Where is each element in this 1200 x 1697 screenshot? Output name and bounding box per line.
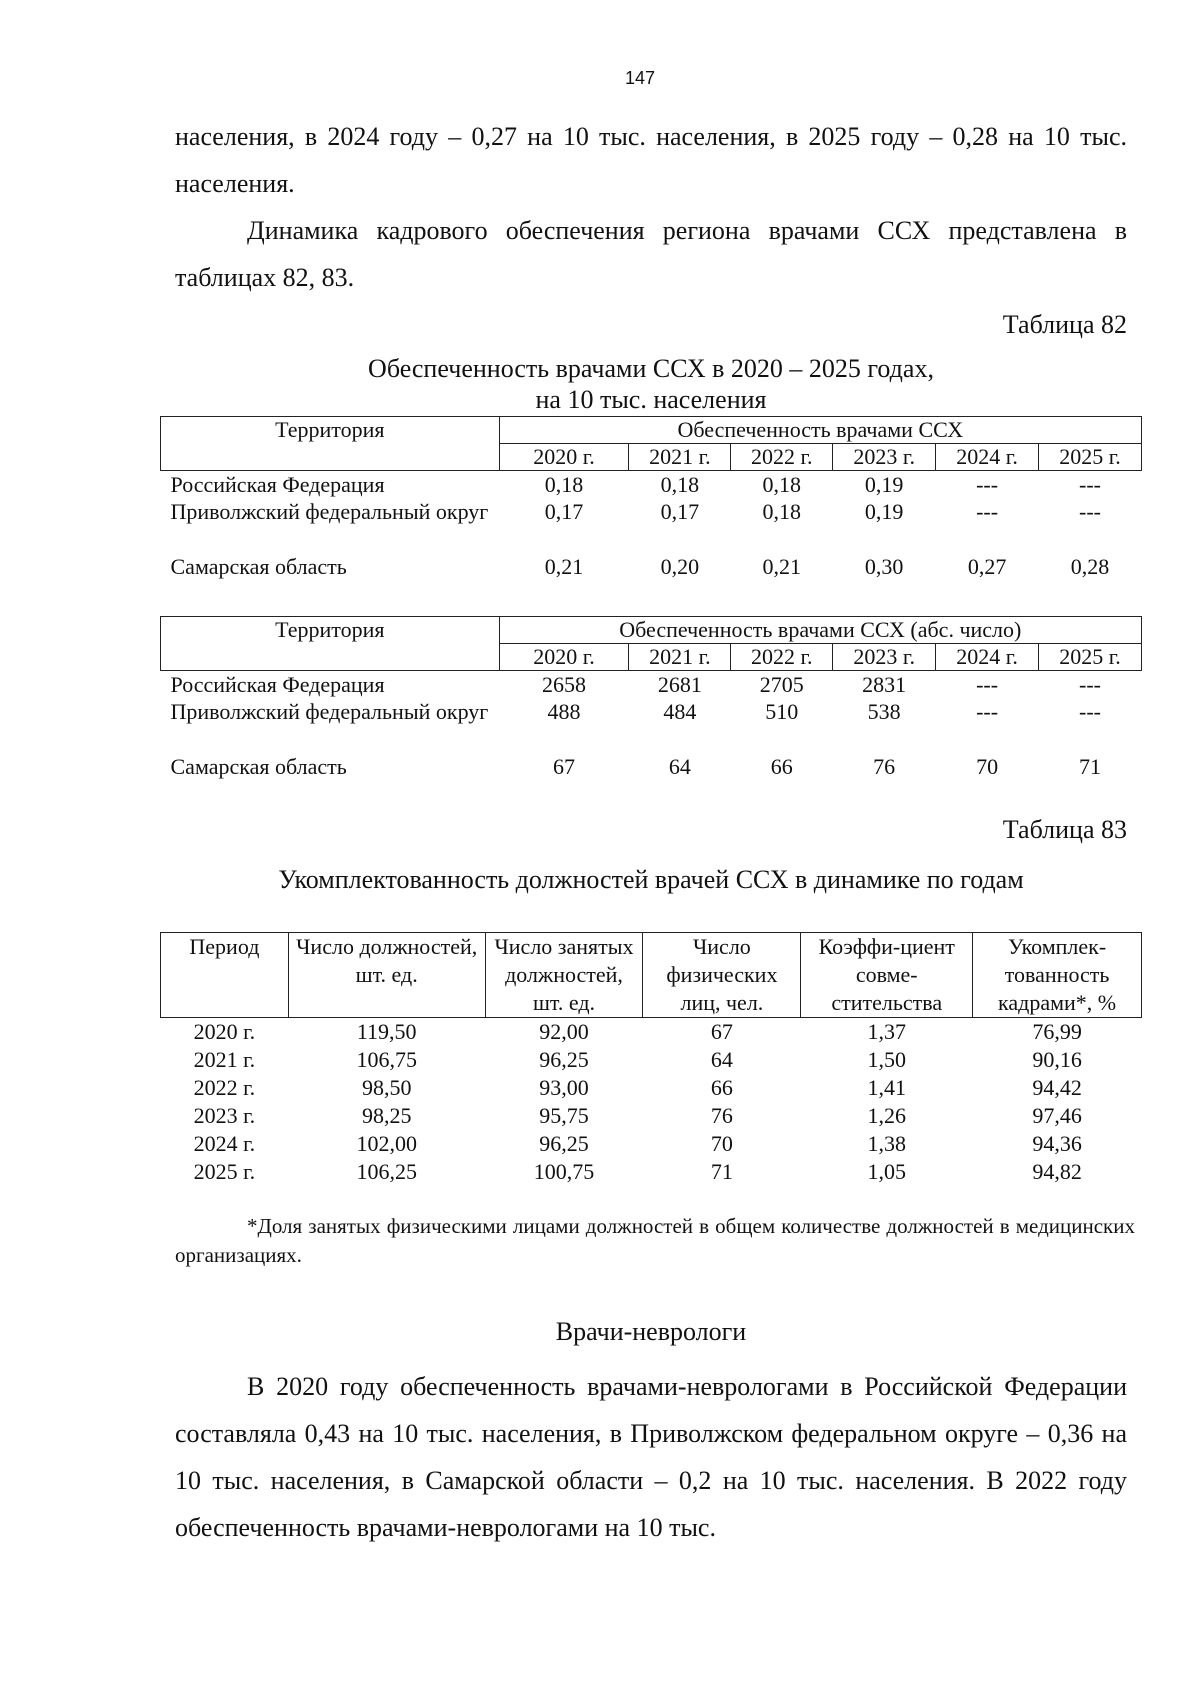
value-cell: --- bbox=[976, 672, 999, 697]
year-header: 2024 г. bbox=[936, 444, 1039, 471]
table-cell: 98,25 bbox=[361, 1103, 412, 1128]
table-cell: 66 bbox=[710, 1075, 733, 1100]
table-83-footnote: *Доля занятых физическими лицами должностей в общем количестве должностей в медицинских организациях. bbox=[175, 1214, 1135, 1267]
table-cell: 71 bbox=[710, 1159, 733, 1184]
paragraph-2: Динамика кадрового обеспечения региона врачами ССХ представлена в таблицах 82, 83. bbox=[175, 216, 1127, 292]
table-cell: 2020 г. bbox=[193, 1019, 256, 1044]
value-cell: 2831 bbox=[862, 672, 907, 697]
table-row bbox=[161, 553, 1142, 580]
value-cell: 0,18 bbox=[762, 472, 802, 497]
table-cell: 64 bbox=[710, 1047, 733, 1072]
paragraph-1: населения, в 2024 году – 0,27 на 10 тыс. населения, в 2025 году – 0,28 на 10 тыс. населения. bbox=[175, 122, 1127, 198]
year-header: 2022 г. bbox=[731, 444, 833, 471]
value-cell: 2705 bbox=[759, 672, 804, 697]
table-cell: 94,82 bbox=[1032, 1159, 1082, 1184]
table-cell: 76,99 bbox=[1032, 1019, 1082, 1044]
table-row bbox=[161, 1102, 1142, 1130]
page-number: 147 bbox=[624, 68, 656, 88]
year-header: 2023 г. bbox=[833, 444, 936, 471]
column-header: Число должностей, шт. ед. bbox=[288, 933, 485, 1018]
year-header: 2021 г. bbox=[629, 444, 731, 471]
value-cell: --- bbox=[976, 499, 999, 524]
table-cell: 2024 г. bbox=[193, 1131, 256, 1156]
table-cell: 2025 г. bbox=[193, 1159, 256, 1184]
territory-cell: Самарская область bbox=[170, 554, 347, 579]
value-cell: 64 bbox=[668, 754, 691, 779]
value-cell: --- bbox=[976, 472, 999, 497]
value-cell: 0,18 bbox=[762, 499, 802, 524]
year-header: 2023 г. bbox=[833, 644, 936, 671]
value-cell: 0,19 bbox=[864, 472, 904, 497]
year-header: 2025 г. bbox=[1039, 644, 1142, 671]
table-row bbox=[161, 671, 1142, 699]
column-header: Коэффи-циент совме-стительства bbox=[801, 933, 973, 1018]
table-cell: 92,00 bbox=[539, 1019, 589, 1044]
value-cell: 76 bbox=[873, 754, 896, 779]
value-cell: 66 bbox=[770, 754, 793, 779]
table-83 bbox=[160, 932, 1142, 1186]
table-82-part-1 bbox=[160, 416, 1142, 580]
value-cell: 0,21 bbox=[544, 554, 584, 579]
table-row bbox=[161, 1018, 1142, 1047]
value-cell: 484 bbox=[663, 699, 697, 724]
territory-cell: Самарская область bbox=[170, 754, 347, 779]
table-cell: 106,25 bbox=[356, 1159, 417, 1184]
year-header: 2020 г. bbox=[499, 644, 629, 671]
column-header: Период bbox=[161, 933, 289, 1018]
table-row bbox=[161, 698, 1142, 753]
value-cell: 2681 bbox=[657, 672, 702, 697]
value-cell: 2658 bbox=[542, 672, 587, 697]
value-cell: 67 bbox=[553, 754, 576, 779]
table-cell: 1,41 bbox=[867, 1075, 906, 1100]
territory-cell: Российская Федерация bbox=[170, 472, 385, 497]
table-cell: 100,75 bbox=[533, 1159, 595, 1184]
table-82-label: Таблица 82 bbox=[1002, 310, 1127, 339]
year-header: 2021 г. bbox=[629, 644, 731, 671]
value-cell: --- bbox=[1079, 472, 1101, 497]
column-header: Укомплек-тованность кадрами*, % bbox=[973, 933, 1142, 1018]
table-82-part-2 bbox=[160, 616, 1142, 780]
table-row bbox=[161, 753, 1142, 780]
table-cell: 95,75 bbox=[539, 1103, 589, 1128]
table-82-title-line-1: Обеспеченность врачами ССХ в 2020 – 2025 годах, bbox=[368, 354, 934, 383]
table-cell: 1,26 bbox=[867, 1103, 906, 1128]
table-cell: 102,00 bbox=[356, 1131, 417, 1156]
table-row bbox=[161, 1158, 1142, 1186]
year-header: 2022 г. bbox=[731, 644, 833, 671]
territory-header: Территория bbox=[161, 417, 500, 471]
table-cell: 96,25 bbox=[539, 1047, 589, 1072]
value-cell: --- bbox=[1079, 499, 1101, 524]
group-header: Обеспеченность врачами ССХ bbox=[499, 417, 1141, 444]
year-header: 2020 г. bbox=[499, 444, 629, 471]
value-cell: 70 bbox=[976, 754, 999, 779]
year-header: 2024 г. bbox=[936, 644, 1039, 671]
territory-cell: Приволжский федеральный округ bbox=[170, 699, 489, 724]
table-82-title-line-2: на 10 тыс. населения bbox=[535, 385, 767, 414]
table-cell: 76 bbox=[710, 1103, 733, 1128]
table-row bbox=[161, 498, 1142, 553]
value-cell: --- bbox=[1079, 699, 1101, 724]
value-cell: 0,30 bbox=[864, 554, 904, 579]
table-cell: 98,50 bbox=[361, 1075, 412, 1100]
table-cell: 96,25 bbox=[539, 1131, 589, 1156]
table-cell: 94,36 bbox=[1032, 1131, 1082, 1156]
value-cell: 0,18 bbox=[660, 472, 700, 497]
value-cell: 0,20 bbox=[660, 554, 700, 579]
table-cell: 1,05 bbox=[867, 1159, 906, 1184]
table-83-label: Таблица 83 bbox=[1002, 815, 1127, 844]
value-cell: 510 bbox=[765, 699, 799, 724]
table-cell: 90,16 bbox=[1032, 1047, 1082, 1072]
paragraph-3: В 2020 году обеспеченность врачами-неврологами в Российской Федерации составляла 0,43 на 10 тыс. населения, в Приволжском федеральном округе – 0,36 на 10 тыс. населения, в Самарской области – 0,2 на 10 тыс. населения. В 2022 году обеспеченность врачами-неврологами на 10 тыс. bbox=[175, 1372, 1127, 1542]
column-header: Число физических лиц, чел. bbox=[643, 933, 801, 1018]
table-83-title: Укомплектованность должностей врачей ССХ в динамике по годам bbox=[278, 865, 1024, 894]
column-header: Число занятых должностей, шт. ед. bbox=[485, 933, 643, 1018]
value-cell: 0,17 bbox=[544, 499, 584, 524]
table-row bbox=[161, 1074, 1142, 1102]
table-row bbox=[161, 1046, 1142, 1074]
value-cell: 0,27 bbox=[967, 554, 1007, 579]
value-cell: 0,18 bbox=[544, 472, 584, 497]
table-cell: 93,00 bbox=[539, 1075, 589, 1100]
group-header: Обеспеченность врачами ССХ (абс. число) bbox=[499, 617, 1141, 644]
value-cell: 0,21 bbox=[762, 554, 802, 579]
value-cell: 71 bbox=[1079, 754, 1101, 779]
table-cell: 67 bbox=[710, 1019, 733, 1044]
table-cell: 2021 г. bbox=[193, 1047, 256, 1072]
value-cell: 0,28 bbox=[1070, 554, 1110, 579]
value-cell: 488 bbox=[547, 699, 581, 724]
table-cell: 97,46 bbox=[1032, 1103, 1082, 1128]
section-heading: Врачи-неврологи bbox=[555, 1317, 747, 1346]
table-cell: 2022 г. bbox=[193, 1075, 256, 1100]
table-row bbox=[161, 1130, 1142, 1158]
table-cell: 1,37 bbox=[867, 1019, 906, 1044]
table-cell: 2023 г. bbox=[193, 1103, 256, 1128]
year-header: 2025 г. bbox=[1039, 444, 1142, 471]
table-cell: 106,75 bbox=[356, 1047, 417, 1072]
territory-cell: Российская Федерация bbox=[170, 672, 385, 697]
value-cell: 538 bbox=[867, 699, 901, 724]
value-cell: 0,19 bbox=[864, 499, 904, 524]
table-cell: 119,50 bbox=[356, 1019, 417, 1044]
table-cell: 94,42 bbox=[1032, 1075, 1082, 1100]
value-cell: 0,17 bbox=[660, 499, 700, 524]
table-cell: 1,50 bbox=[867, 1047, 906, 1072]
table-row bbox=[161, 471, 1142, 499]
table-cell: 1,38 bbox=[867, 1131, 906, 1156]
territory-cell: Приволжский федеральный округ bbox=[170, 499, 489, 524]
table-cell: 70 bbox=[710, 1131, 733, 1156]
value-cell: --- bbox=[1079, 672, 1101, 697]
territory-header: Территория bbox=[161, 617, 500, 671]
value-cell: --- bbox=[976, 699, 999, 724]
